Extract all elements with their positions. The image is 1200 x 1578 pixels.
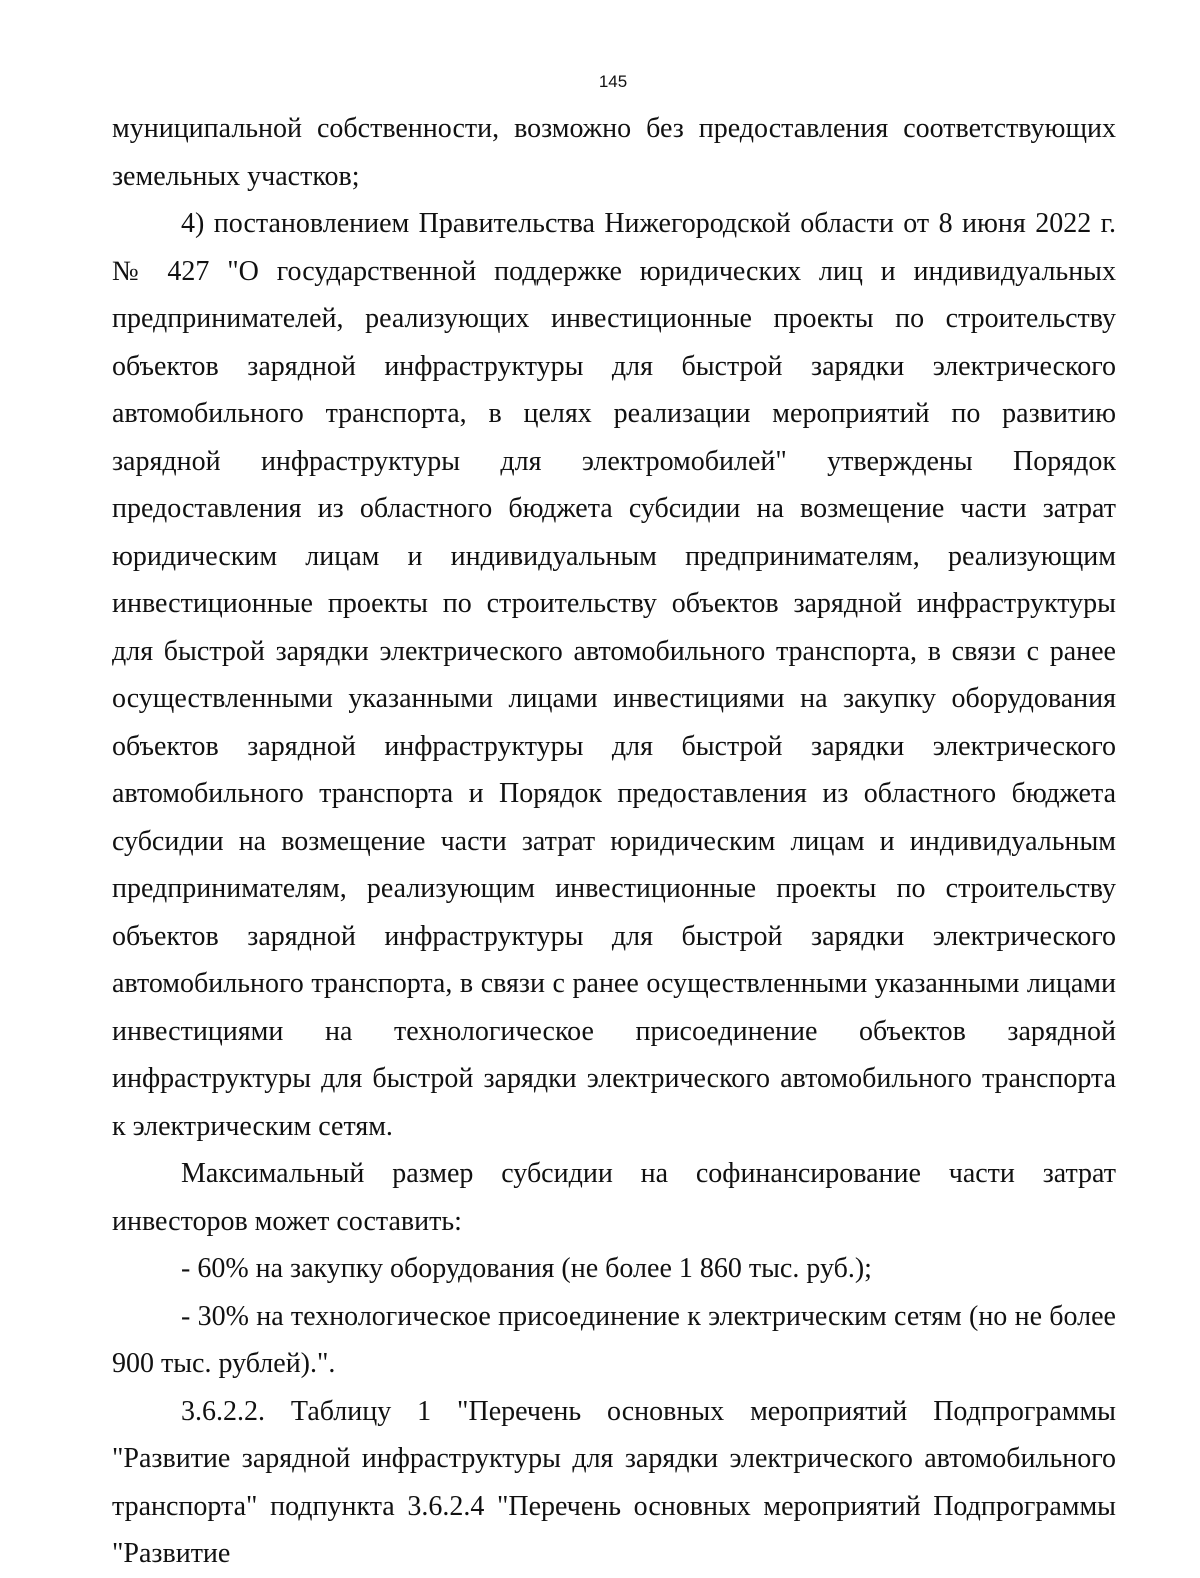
paragraph-max-subsidy: Максимальный размер субсидии на софинансирование части затрат инвесторов может составить:: [112, 1158, 1116, 1237]
page-number: 145: [598, 72, 628, 91]
document-body: [112, 105, 1116, 1578]
paragraph-continuation: муниципальной собственности, возможно без предоставления соответствующих земельных участков;: [112, 113, 1116, 192]
list-item-equipment: - 60% на закупку оборудования (не более 1 860 тыс. руб.);: [181, 1253, 872, 1284]
paragraph-item-4-decree: 4) постановлением Правительства Нижегородской области от 8 июня 2022 г. № 427 "О государственной поддержке юридических лиц и индивидуальных предпринимателей, реализующих инвестиционные проекты по строительству объектов зарядной инфраструктуры для быстрой зарядки электрического автомобильного транспорта, в целях реализации мероприятий по развитию зарядной инфраструктуры для электромобилей" утверждены Порядок предоставления из областного бюджета субсидии на возмещение части затрат юридическим лицам и индивидуальным предпринимателям, реализующим инвестиционные проекты по строительству объектов зарядной инфраструктуры для быстрой зарядки электрического автомобильного транспорта, в связи с ранее осуществленными указанными лицами инвестициями на закупку оборудования объектов зарядной инфраструктуры для быстрой зарядки электрического автомобильного транспорта и Порядок предоставления из областного бюджета субсидии на возмещение части затрат юридическим лицам и индивидуальным предпринимателям, реализующим инвестиционные проекты по строительству объектов зарядной инфраструктуры для быстрой зарядки электрического автомобильного транспорта, в связи с ранее осуществленными указанными лицами инвестициями на технологическое присоединение объектов зарядной инфраструктуры для быстрой зарядки электрического автомобильного транспорта к электрическим сетям.: [112, 208, 1116, 1142]
paragraph-table-1-reference: 3.6.2.2. Таблицу 1 "Перечень основных мероприятий Подпрограммы "Развитие зарядной инфраструктуры для зарядки электрического автомобильного транспорта" подпункта 3.6.2.4 "Перечень основных мероприятий Подпрограммы "Развитие: [112, 1395, 1116, 1569]
list-item-grid-connection: - 30% на технологическое присоединение к электрическим сетям (но не более 900 тыс. рублей).".: [112, 1300, 1116, 1379]
